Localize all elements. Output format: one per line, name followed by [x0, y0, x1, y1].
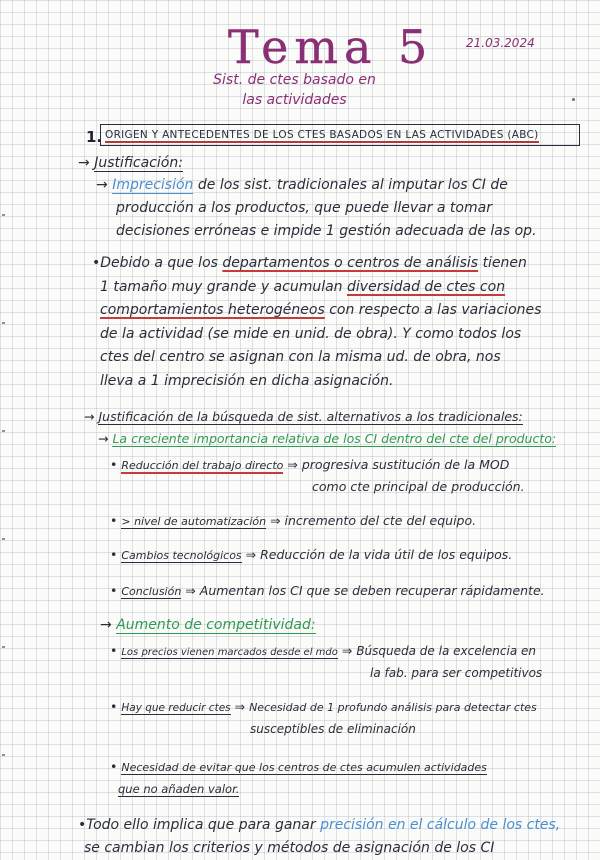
- busqueda-label: Justificación de la búsqueda de sist. alternativos a los tradicionales:: [98, 409, 523, 424]
- item-3-lead: Cambios tecnológicos: [121, 549, 242, 562]
- margin-tick: [2, 430, 5, 432]
- section-heading-box: [100, 124, 580, 146]
- bullet: •: [110, 759, 118, 774]
- comp-item-3-text2: que no añaden valor.: [118, 782, 240, 796]
- p2-line6: lleva a 1 imprecisión en dicha asignación.: [100, 372, 394, 389]
- page-title: Tema 5: [228, 20, 434, 74]
- justificacion-label: Justificación:: [94, 155, 183, 171]
- p2-departamentos: departamentos o centros de análisis: [222, 255, 479, 271]
- p2-line2a: 1 tamaño muy grande y acumulan: [100, 278, 343, 295]
- justificacion-p2: [92, 252, 570, 393]
- item-1-lead: Reducción del trabajo directo: [121, 459, 284, 472]
- justificacion-block: [78, 152, 183, 175]
- item-4-lead: Conclusión: [121, 585, 182, 598]
- p1-line1: de los sist. tradicionales al imputar los CI de: [197, 177, 508, 193]
- competitividad-block: [100, 614, 316, 637]
- footer-line-1: [78, 814, 560, 837]
- p2-line3b: con respecto a las variaciones: [329, 302, 542, 318]
- justificacion-p1: [96, 174, 566, 243]
- section-number: 1.: [86, 128, 103, 146]
- comp-item-3-text2-wrap: [118, 778, 239, 800]
- margin-tick: [2, 754, 5, 756]
- competitividad-item-1: [110, 640, 536, 664]
- margin-tick: [2, 214, 5, 216]
- p2-line4: de la actividad (se mide en unid. de obra). Y como todos los: [100, 325, 522, 342]
- competitividad-item-3: [110, 756, 487, 779]
- comp-item-2-text2: susceptibles de eliminación: [250, 722, 416, 736]
- footer-precision: precisión en el cálculo de los ctes,: [320, 817, 561, 833]
- arrow-marker: →: [84, 409, 95, 424]
- arrow-icon: ⇒: [234, 699, 246, 714]
- bullet: •: [110, 643, 118, 658]
- p2-diversidad: diversidad de ctes con: [347, 278, 506, 295]
- arrow-icon: ⇒: [245, 547, 257, 562]
- footer-line-2: se cambian los criterios y métodos de asignación de los CI: [84, 840, 495, 856]
- busqueda-item-4: [110, 580, 545, 603]
- margin-dot: [572, 98, 575, 101]
- busqueda-item-2: [110, 510, 476, 533]
- subtitle-line-1: Sist. de ctes basado en: [213, 72, 376, 88]
- importance-block: [98, 428, 556, 450]
- item-2-lead: > nivel de automatización: [121, 515, 267, 528]
- footer-line1a: •Todo ello implica que para ganar: [78, 817, 316, 833]
- bullet: •: [110, 457, 118, 472]
- comp-item-1-text: Búsqueda de la excelencia en: [356, 644, 536, 658]
- comp-item-1-lead: Los precios vienen marcados desde el mdo: [121, 647, 338, 658]
- arrow-marker: →: [100, 617, 112, 633]
- bullet: •: [110, 547, 118, 562]
- p2-comportamientos: comportamientos heterogéneos: [100, 302, 325, 318]
- item-3-text: Reducción de la vida útil de los equipos.: [260, 547, 513, 562]
- busqueda-block: [84, 406, 523, 428]
- section-heading: ORIGEN Y ANTECEDENTES DE LOS CTES BASADOS EN LAS ACTIVIDADES (ABC): [105, 129, 539, 141]
- arrow-icon: ⇒: [287, 457, 298, 472]
- busqueda-item-3: [110, 544, 512, 567]
- competitividad-item-2: [110, 696, 537, 719]
- arrow-icon: ⇒: [270, 513, 281, 528]
- subtitle: [212, 70, 377, 110]
- margin-tick: [2, 538, 5, 540]
- competitividad-label: Aumento de competitividad:: [116, 617, 316, 633]
- importance-label: La creciente importancia relativa de los CI dentro del cte del producto:: [112, 431, 557, 446]
- comp-item-3-lead: Necesidad de evitar que los centros de ctes acumulen actividades: [121, 761, 487, 774]
- p2-line5: ctes del centro se asignan con la misma ud. de obra, nos: [100, 349, 501, 365]
- comp-item-1-text2: la fab. para ser competitivos: [370, 666, 543, 680]
- arrow-marker: →: [96, 177, 108, 193]
- arrow-icon: ⇒: [341, 643, 353, 658]
- date: 21.03.2024: [466, 36, 535, 50]
- p1-line3: decisiones erróneas e impide 1 gestión adecuada de las op.: [116, 223, 537, 239]
- margin-tick: [2, 646, 5, 648]
- bullet: •: [110, 583, 118, 598]
- subtitle-line-2: las actividades: [242, 92, 347, 108]
- arrow-icon: ⇒: [185, 583, 196, 598]
- comp-item-2-lead: Hay que reducir ctes: [121, 702, 231, 714]
- p2-line1a: •Debido a que los: [92, 255, 218, 271]
- busqueda-item-1: [110, 454, 509, 477]
- arrow-marker: →: [78, 155, 90, 171]
- imprecision-term: Imprecisión: [112, 177, 194, 193]
- item-2-text: incremento del cte del equipo.: [284, 513, 477, 528]
- margin-tick: [2, 322, 5, 324]
- bullet: •: [110, 513, 118, 528]
- item-1-text2: como cte principal de producción.: [312, 479, 525, 494]
- item-1-text: progresiva sustitución de la MOD: [301, 457, 510, 472]
- comp-item-2-text: Necesidad de 1 profundo análisis para detectar ctes: [249, 701, 537, 714]
- p2-line1c: tienen: [482, 255, 527, 271]
- bullet: •: [110, 699, 118, 714]
- p1-line2: producción a los productos, que puede llevar a tomar: [116, 200, 492, 216]
- item-4-text: Aumentan los CI que se deben recuperar rápidamente.: [199, 583, 545, 598]
- arrow-marker: →: [98, 431, 109, 446]
